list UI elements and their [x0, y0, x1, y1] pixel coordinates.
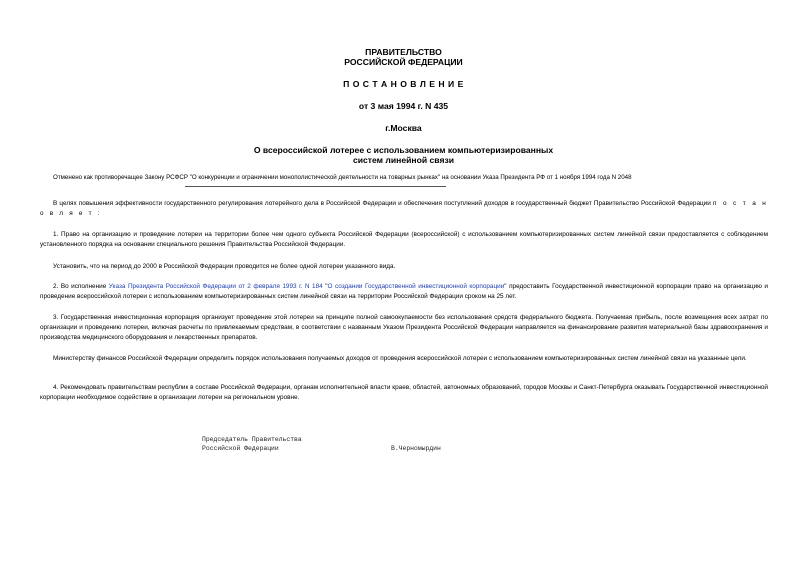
paragraph-4: 3. Государственная инвестиционная корпорация организует проведение этой лотереи на принципе полной самоокупаемости без использования средств федерального бюджета. Получаемая прибыль, после возмещения всех затрат по организации и проведению лотереи, включая расчеты по привлекаемым средствам, в соответствии с названным Указом Президента Российской Федерации направляется на финансирование развития материальной базы здравоохранения и производства медицинского оборудования и лекарственных препаратов.	[40, 314, 768, 341]
org-name-line2: РОССИЙСКОЙ ФЕДЕРАЦИИ	[344, 57, 463, 67]
paragraph-5: Министерству финансов Российской Федерации определить порядок использования получаемых доходов от проведения всероссийской лотереи с использованием компьютеризированных систем линейной связи на указанные цели.	[53, 355, 747, 362]
doc-title-line2: систем линейной связи	[352, 155, 455, 165]
preamble-text: В целях повышения эффективности государственного регулирования лотерейного дела в Российской Федерации и обеспечения поступлений доходов в государственный бюджет Правительство Российской Федерации	[53, 200, 711, 207]
doc-city: г.Москва	[385, 123, 422, 133]
paragraph-3-lead: 2. Во исполнение	[53, 283, 107, 290]
doc-date-number: от 3 мая 1994 г. N 435	[358, 101, 449, 111]
signature-position-line2: Российской Федерации	[202, 444, 279, 452]
doc-type: П О С Т А Н О В Л Е Н И Е	[343, 79, 464, 89]
investment-corporation-link[interactable]: О создании Государственной инвестиционной корпорации	[327, 283, 505, 290]
paragraph-2: Установить, что на период до 2000 в Российской Федерации проводится не более одной лотереи указанного вида.	[53, 263, 396, 270]
org-name-line1: ПРАВИТЕЛЬСТВО	[365, 47, 442, 57]
paragraph-3-rest: " предоставить Государственной инвестиционной корпорации право на организацию и проведение всероссийской лотереи с использованием компьютеризированных систем линейной связи на территории Российской Федерации сроком на 25 лет.	[40, 283, 769, 300]
cancellation-note: Отменено как противоречащее Закону РСФСР "О конкуренции и ограничении монополистической деятельности на товарных рынках" на основании Указа Президента РФ от 1 ноября 1994 года N 2048	[53, 174, 632, 181]
signature-position	[202, 436, 302, 453]
paragraph-6: 4. Рекомендовать правительствам республик в составе Российской Федерации, органам исполнительной власти краев, областей, автономных образований, городов Москвы и Санкт-Петербурга оказывать Государственной инвестиционной корпорации необходимое содействие в организации лотереи на региональном уровне.	[40, 384, 768, 401]
paragraph-1: 1. Право на организацию и проведение лотереи на территории более чем одного субъекта Российской Федерации (всероссийской) с использованием компьютеризированных систем линейной связи предоставляется с соблюдением установленного порядка на основании специального решения Правительства Российской Федерации.	[40, 231, 768, 248]
doc-title-line1: О всероссийской лотерее с использованием компьютеризированных	[253, 145, 554, 155]
note-divider	[185, 186, 446, 187]
signature-name: В.Черномырдин	[391, 444, 441, 452]
signature-position-line1: Председатель Правительства	[202, 436, 302, 443]
quote-open: "	[325, 283, 328, 290]
decree-184-link[interactable]: Указа Президента Российской Федерации от 2 февраля 1993 г. N 184	[108, 283, 323, 290]
preamble-resolves: п о с т а н о в л я е т :	[40, 200, 769, 217]
paragraph-3	[40, 282, 768, 302]
paragraph-preamble	[40, 199, 768, 219]
